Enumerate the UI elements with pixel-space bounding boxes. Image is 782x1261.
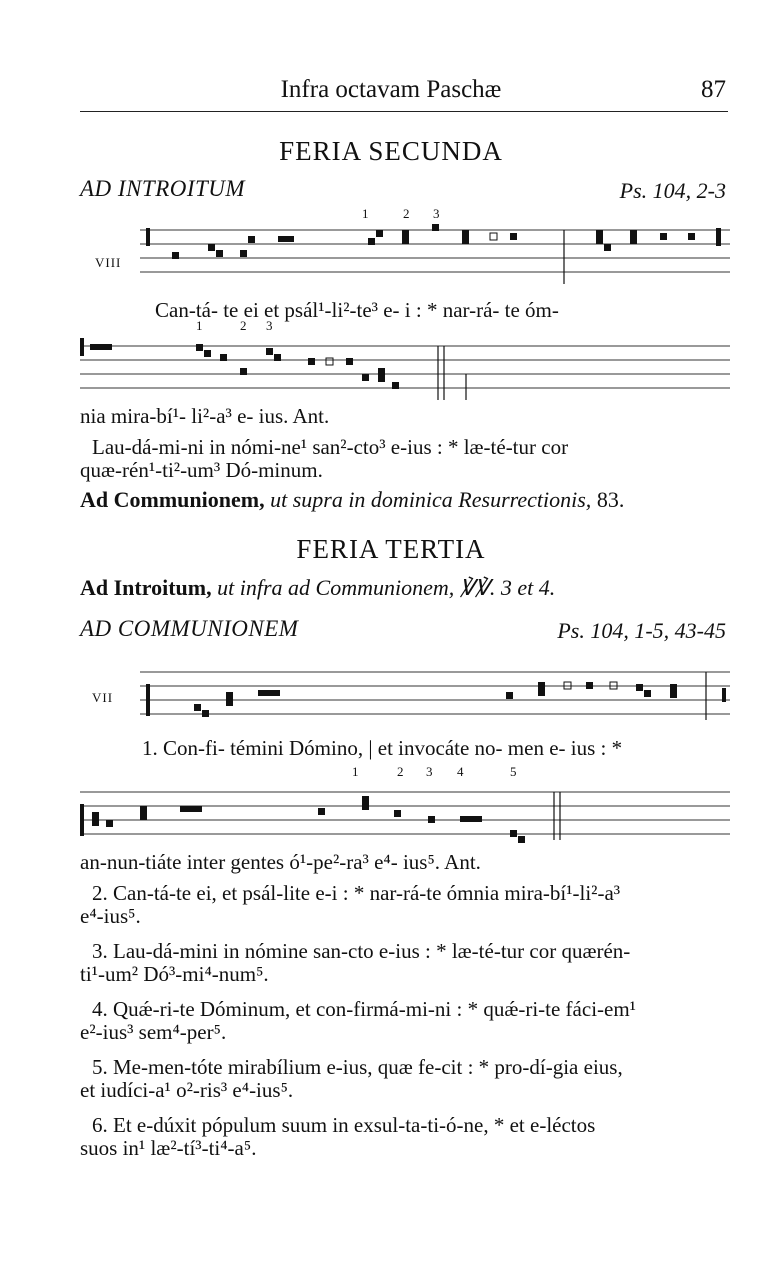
psalm-verse [80, 1114, 728, 1160]
lyrics-line: an-nun-tiáte inter gentes ó¹-pe²-ra³ e⁴- ius⁵. Ant. [80, 850, 481, 874]
verse-number: 2. [92, 881, 108, 905]
lyrics-line: nia mira-bí¹- li²-a³ e- ius. Ant. [80, 404, 330, 428]
verse-number: 6. [92, 1113, 108, 1137]
communion-label: Ad Communionem, [80, 487, 265, 512]
running-title: Infra octavam Paschæ [280, 76, 502, 103]
chant-staff-1 [140, 228, 730, 284]
verse-number: 4. [92, 997, 108, 1021]
tone-number: 1 [196, 318, 203, 333]
tone-number: 5 [510, 764, 517, 779]
mode-label: VII [92, 690, 114, 705]
communion-page: 83. [596, 487, 625, 512]
verse-line: Quǽ-ri-te Dóminum, et con-firmá-mi-ni : * quǽ-ri-te fáci-em¹ [113, 997, 636, 1021]
introit-note-label: Ad Introitum, [80, 575, 212, 600]
verse-text-line: Lau-dá-mi-ni in nómi-ne¹ san²-cto³ e-ius : * læ-té-tur cor [92, 435, 569, 459]
introit-note-ref: ut infra ad Communionem, [217, 575, 455, 600]
tone-number: 4 [457, 764, 464, 779]
introit-psalm-ref: Ps. 104, 2-3 [619, 178, 726, 203]
communion-note [80, 488, 728, 512]
header-rule [80, 111, 728, 112]
introit-note [80, 576, 728, 600]
verse-line: suos in¹ læ²-tí³-ti⁴-a⁵. [80, 1136, 257, 1160]
psalm-verse [80, 1056, 728, 1102]
lyrics-line: 1. Con-fi- témini Dómino, | et invocáte no- men e- ius : * [142, 736, 623, 760]
psalm-verse [80, 940, 728, 986]
verse-line: e⁴-ius⁵. [80, 904, 141, 928]
verse-line: Me-men-tóte mirabílium e-ius, quæ fe-cit : * pro-dí-gia eius, [113, 1055, 623, 1079]
communion-psalm-ref: Ps. 104, 1-5, 43-45 [557, 618, 726, 643]
tone-number: 1 [352, 764, 359, 779]
verse-line: Lau-dá-mini in nómine san-cto e-ius : * læ-té-tur cor quærén- [113, 939, 631, 963]
page-number: 87 [701, 76, 726, 103]
introit-note-verses: ℣℣. 3 et 4. [459, 575, 556, 600]
chant-staff-4 [80, 790, 730, 846]
section-heading-feria-secunda: FERIA SECUNDA [279, 136, 503, 166]
psalm-verses [80, 882, 728, 1160]
verse-line: ti¹-um² Dó³-mi⁴-num⁵. [80, 962, 269, 986]
verse-number: 5. [92, 1055, 108, 1079]
tone-number: 2 [397, 764, 404, 779]
chant-staff-2 [80, 344, 730, 400]
verse-number: 3. [92, 939, 108, 963]
section-heading-feria-tertia: FERIA TERTIA [296, 534, 486, 564]
verse-line: Can-tá-te ei, et psál-lite e-i : * nar-rá-te ómnia mira-bí¹-li²-a³ [113, 881, 621, 905]
lyrics-line: Can-tá- te ei et psál¹-li²-te³ e- i : * nar-rá- te óm- [155, 298, 559, 322]
verse-line: e²-ius³ sem⁴-per⁵. [80, 1020, 227, 1044]
verse-line: et iudíci-a¹ o²-ris³ e⁴-ius⁵. [80, 1078, 294, 1102]
psalm-verse [80, 882, 728, 928]
verse-text-line: quæ-rén¹-ti²-um³ Dó-minum. [80, 458, 323, 482]
verse-line: Et e-dúxit pópulum suum in exsul-ta-ti-ó-ne, * et e-léctos [113, 1113, 596, 1137]
psalm-verse [80, 998, 728, 1044]
tone-number: 2 [240, 318, 247, 333]
tone-number: 2 [403, 206, 410, 221]
communion-ref: ut supra in dominica Resurrectionis, [270, 487, 592, 512]
communion-label: AD COMMUNIONEM [80, 616, 299, 641]
tone-number: 1 [362, 206, 369, 221]
tone-number: 3 [266, 318, 273, 333]
tone-number: 3 [426, 764, 433, 779]
chant-staff-3 [140, 670, 730, 726]
introit-label: AD INTROITUM [80, 176, 246, 201]
verse-text [80, 436, 728, 482]
tone-number: 3 [433, 206, 440, 221]
mode-label: VIII [95, 255, 122, 270]
